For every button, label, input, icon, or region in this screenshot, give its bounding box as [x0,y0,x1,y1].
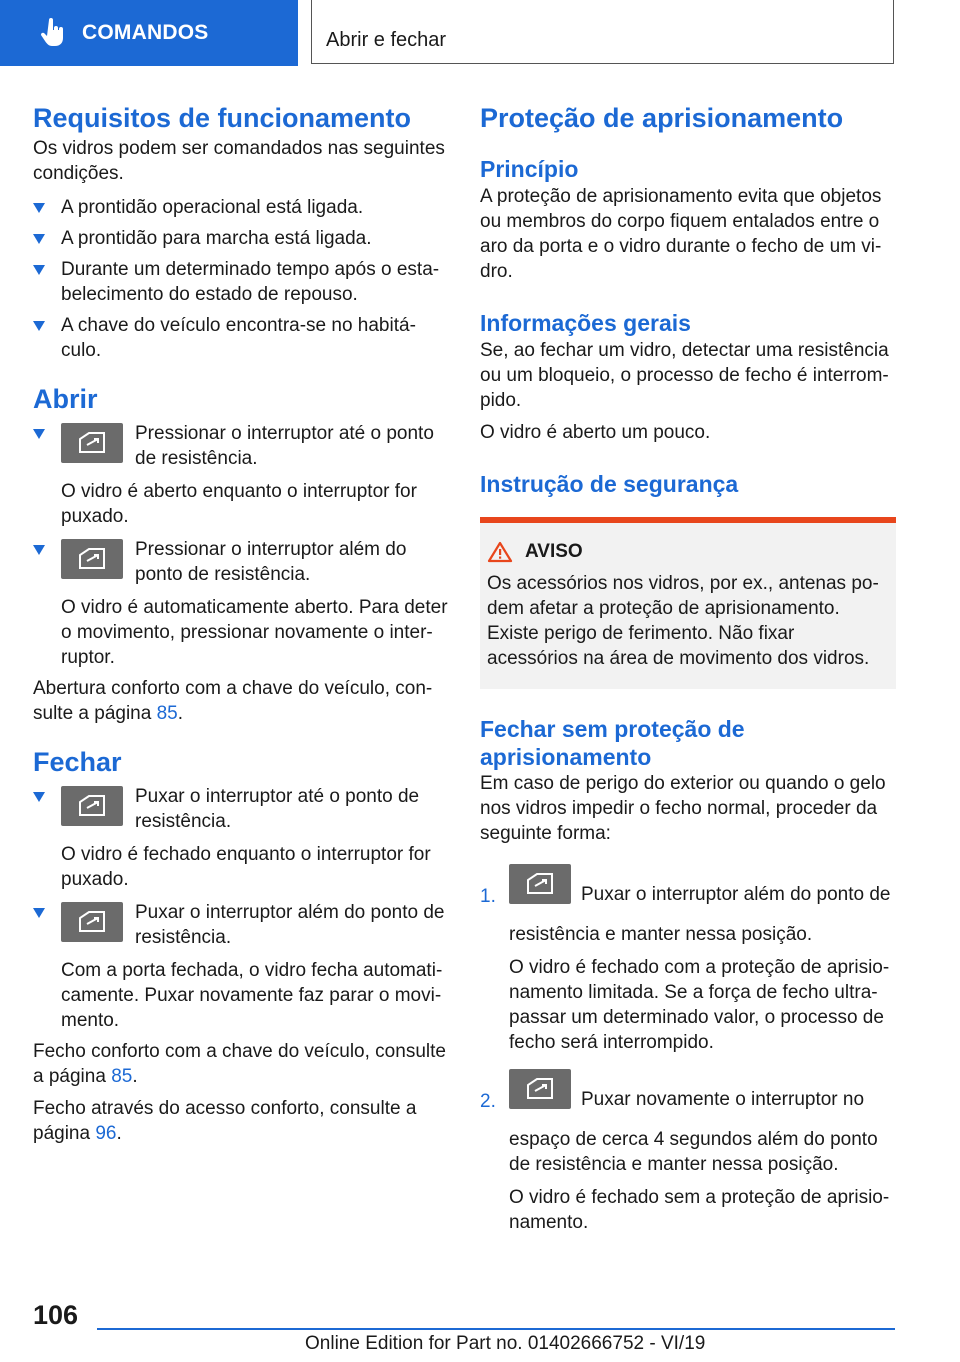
info-text-1: Se, ao fechar um vidro, detectar uma resistência ou um bloqueio, o processo de fecho é interrompido. [480,340,889,411]
triangle-bullet-icon [33,545,45,555]
window-switch-icon [61,539,123,579]
hand-pointer-icon [40,18,66,48]
warning-box [480,517,896,689]
window-switch-icon [61,902,123,942]
step-number: 2. [480,1091,496,1112]
open-comfort-ref: Abertura conforto com a chave do veículo, consulte a página 85. [33,678,433,724]
list-item: Puxar o interruptor além do ponto de resistência. Com a porta fechada, o vidro fecha automaticamente. Puxar novamente faz parar o movimento. [33,900,449,1033]
heading-principio: Princípio [480,156,579,182]
list-item: A prontidão para marcha está ligada. [33,226,449,251]
page-number: 106 [33,1300,79,1330]
principle-text: A proteção de aprisionamento evita que objetos ou membros do corpo fiquem entalados entre o aro da porta e o vidro durante o fecho de um vidro. [480,186,882,282]
close-access-ref: Fecho através do acesso conforto, consulte a página 96. [33,1098,417,1144]
step-number: 1. [480,886,496,907]
window-switch-icon [61,423,123,463]
footer-divider [97,1328,895,1330]
warning-title: AVISO [525,541,583,562]
section-label: COMANDOS [82,21,209,44]
list-item: A prontidão operacional está ligada. [33,195,449,220]
req-list [33,195,449,363]
section-tab [0,0,298,66]
triangle-bullet-icon [33,321,45,331]
list-item: Durante um determinado tempo após o estabelecimento do estado de repouso. [33,257,449,307]
triangle-bullet-icon [33,908,45,918]
list-item: 1. Puxar o interruptor além do ponto de resistência e manter nessa posição. O vidro é fechado com a proteção de aprisionamento limitada. Se a força de fecho ultrapassar um determinado valor, o processo de fecho será interrompido. [480,864,896,1055]
triangle-bullet-icon [33,234,45,244]
list-item: 2. Puxar novamente o interruptor no espaço de cerca 4 segundos além do ponto de resistência e manter nessa posição. O vidro é fechado sem a proteção de aprisionamento. [480,1069,896,1235]
window-switch-icon [61,786,123,826]
close-comfort-ref: Fecho conforto com a chave do veículo, consulte a página 85. [33,1041,446,1087]
noprot-intro: Em caso de perigo do exterior ou quando o gelo nos vidros impedir o fecho normal, proceder da seguinte forma: [480,773,886,844]
window-switch-icon [509,1069,571,1109]
heading-abrir: Abrir [33,384,98,414]
list-item: Pressionar o interruptor além do ponto de resistência. O vidro é automaticamente aberto. Para deter o movimento, pressionar novamente o interruptor. [33,537,449,670]
steps-list [480,864,896,1235]
list-item: A chave do veículo encontra-se no habitáculo. [33,313,449,363]
triangle-bullet-icon [33,265,45,275]
warning-text: Os acessórios nos vidros, por ex., antenas podem afetar a proteção de aprisionamento. Existe perigo de ferimento. Não fixar acessórios na área de movimento dos vidros. [487,573,879,669]
edition-note: Online Edition for Part no. 01402666752 - VI/19 [305,1333,706,1354]
req-intro: Os vidros podem ser comandados nas seguintes condições. [33,138,445,184]
heading-protecao: Proteção de aprisionamento [480,103,844,133]
window-switch-icon [509,864,571,904]
triangle-bullet-icon [33,792,45,802]
heading-informacoes: Informações gerais [480,310,691,336]
right-column [480,100,896,1243]
triangle-bullet-icon [33,203,45,213]
triangle-bullet-icon [33,429,45,439]
list-item: Pressionar o interruptor até o ponto de resistência. O vidro é aberto enquanto o interruptor for puxado. [33,421,449,529]
heading-seguranca: Instrução de segurança [480,471,739,497]
warning-triangle-icon [487,541,513,563]
open-list [33,421,449,670]
page-title: Abrir e fechar [326,29,447,51]
heading-fechar-sem-protecao: Fechar sem proteção de aprisionamento [480,716,745,770]
info-text-2: O vidro é aberto um pouco. [480,422,711,443]
warning-header [487,541,889,563]
heading-fechar: Fechar [33,747,122,777]
left-column [33,100,449,1146]
page-link[interactable]: 96 [95,1123,117,1144]
page-link[interactable]: 85 [111,1066,133,1087]
close-list [33,784,449,1033]
page-link[interactable]: 85 [156,703,178,724]
list-item: Puxar o interruptor até o ponto de resistência. O vidro é fechado enquanto o interruptor for puxado. [33,784,449,892]
heading-requisitos: Requisitos de funcionamento [33,103,412,133]
